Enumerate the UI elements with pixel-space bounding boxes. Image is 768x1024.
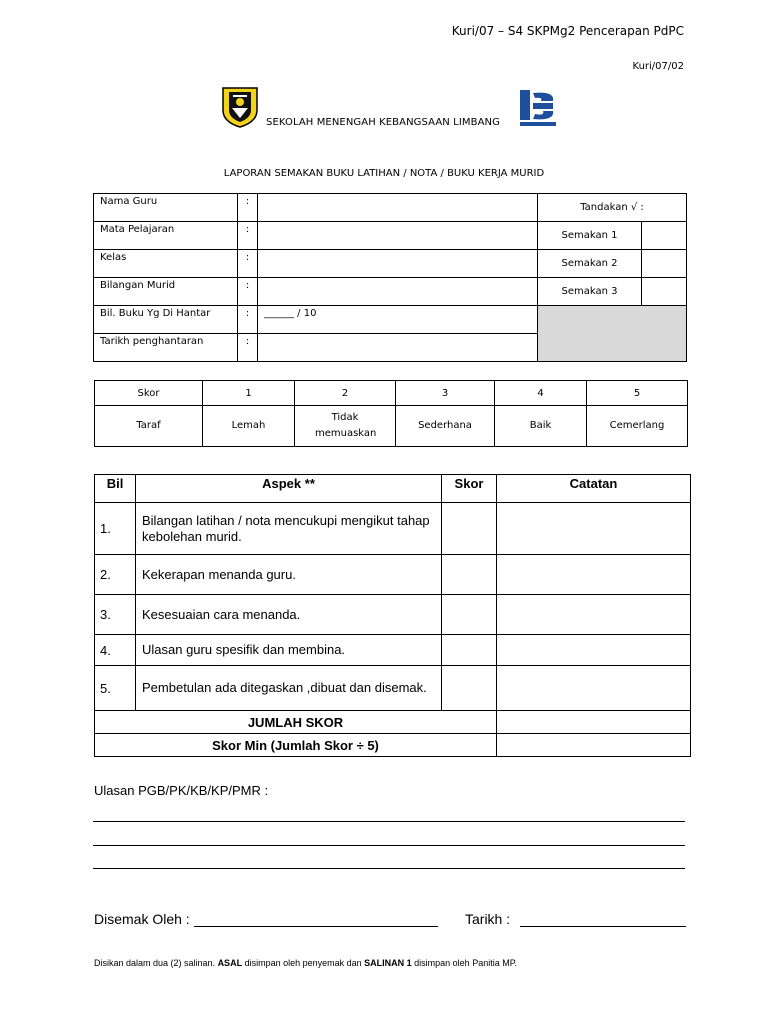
field-colon: : [238, 278, 258, 306]
semakan-1-checkbox[interactable] [642, 222, 687, 250]
row-number: 1. [95, 503, 136, 555]
bil-header: Bil [95, 475, 136, 503]
mean-score-label: Skor Min (Jumlah Skor ÷ 5) [95, 734, 497, 757]
info-row [94, 250, 687, 278]
score-value: 2 [295, 381, 396, 406]
footnote-salinan: SALINAN 1 [364, 958, 412, 968]
score-value: 3 [396, 381, 495, 406]
score-cell[interactable] [442, 635, 497, 666]
check-header: Tandakan √ : [538, 194, 687, 222]
form-code: Kuri/07/02 [632, 61, 684, 72]
mean-score-cell[interactable] [497, 734, 691, 757]
skor-header: Skor [442, 475, 497, 503]
table-row [95, 635, 691, 666]
school-name: SEKOLAH MENENGAH KEBANGSAAN LIMBANG [266, 117, 500, 128]
notes-cell[interactable] [497, 595, 691, 635]
checked-by-signature-line[interactable] [194, 926, 438, 927]
shaded-cell [538, 306, 687, 362]
tarikh-penghantaran-field[interactable] [258, 334, 538, 362]
notes-cell[interactable] [497, 666, 691, 711]
aspect-text: Kekerapan menanda guru. [136, 555, 442, 595]
score-value: 5 [587, 381, 688, 406]
row-number: 4. [95, 635, 136, 666]
field-label: Nama Guru [94, 194, 238, 222]
level-label: Cemerlang [587, 406, 688, 447]
field-colon: : [238, 250, 258, 278]
total-row [95, 711, 691, 734]
school-crest-logo [221, 86, 259, 128]
field-label: Kelas [94, 250, 238, 278]
field-label: Bilangan Murid [94, 278, 238, 306]
aspect-text: Ulasan guru spesifik dan membina. [136, 635, 442, 666]
score-value: 1 [203, 381, 295, 406]
aspect-text: Bilangan latihan / nota mencukupi mengikut tahap kebolehan murid. [136, 503, 442, 555]
field-colon: : [238, 222, 258, 250]
level-label [295, 406, 396, 447]
bil-buku-field[interactable]: ______ / 10 [258, 306, 538, 334]
review-label: Ulasan PGB/PK/KB/KP/PMR : [94, 783, 269, 798]
semakan-2-label: Semakan 2 [538, 250, 642, 278]
semakan-1-label: Semakan 1 [538, 222, 642, 250]
field-colon: : [238, 334, 258, 362]
footnote-text: disimpan oleh Panitia MP. [411, 958, 518, 968]
mean-row [95, 734, 691, 757]
level-label: Baik [495, 406, 587, 447]
mata-pelajaran-field[interactable] [258, 222, 538, 250]
score-cell[interactable] [442, 503, 497, 555]
notes-cell[interactable] [497, 503, 691, 555]
ministry-logo [519, 89, 557, 127]
row-number: 2. [95, 555, 136, 595]
footnote-asal: ASAL [217, 958, 243, 968]
aspek-header: Aspek ** [136, 475, 442, 503]
date-signature-line[interactable] [520, 926, 686, 927]
level-label-text: Tidak memuaskan [315, 412, 377, 439]
document-reference: Kuri/07 – S4 SKPMg2 Pencerapan PdPC [451, 24, 684, 38]
review-line[interactable] [93, 845, 685, 846]
table-row [95, 555, 691, 595]
field-colon: : [238, 306, 258, 334]
info-row [94, 222, 687, 250]
score-cell[interactable] [442, 595, 497, 635]
aspect-score-table [94, 474, 691, 757]
field-label: Bil. Buku Yg Di Hantar [94, 306, 238, 334]
table-row [95, 666, 691, 711]
table-row [95, 595, 691, 635]
review-line[interactable] [93, 821, 685, 822]
score-cell[interactable] [442, 555, 497, 595]
row-number: 3. [95, 595, 136, 635]
score-value: 4 [495, 381, 587, 406]
aspect-header-row [95, 475, 691, 503]
footnote [94, 958, 517, 968]
aspect-text: Kesesuaian cara menanda. [136, 595, 442, 635]
info-row [94, 306, 687, 334]
info-row [94, 278, 687, 306]
document-title: LAPORAN SEMAKAN BUKU LATIHAN / NOTA / BUKU KERJA MURID [223, 168, 545, 179]
catatan-header: Catatan [497, 475, 691, 503]
nama-guru-field[interactable] [258, 194, 538, 222]
notes-cell[interactable] [497, 555, 691, 595]
teacher-info-table [93, 193, 687, 362]
info-row [94, 194, 687, 222]
notes-cell[interactable] [497, 635, 691, 666]
scale-score-row [95, 381, 688, 406]
review-line[interactable] [93, 868, 685, 869]
field-label: Tarikh penghantaran [94, 334, 238, 362]
bilangan-murid-field[interactable] [258, 278, 538, 306]
taraf-label: Taraf [95, 406, 203, 447]
semakan-3-label: Semakan 3 [538, 278, 642, 306]
checked-by-label: Disemak Oleh : [94, 911, 190, 927]
table-row [95, 503, 691, 555]
total-score-cell[interactable] [497, 711, 691, 734]
field-label: Mata Pelajaran [94, 222, 238, 250]
total-score-label: JUMLAH SKOR [95, 711, 497, 734]
kelas-field[interactable] [258, 250, 538, 278]
row-number: 5. [95, 666, 136, 711]
footnote-text: Disikan dalam dua (2) salinan. [94, 958, 218, 968]
level-label: Sederhana [396, 406, 495, 447]
score-scale-table [94, 380, 688, 447]
date-label: Tarikh : [465, 911, 511, 927]
scale-level-row [95, 406, 688, 447]
score-cell[interactable] [442, 666, 497, 711]
semakan-3-checkbox[interactable] [642, 278, 687, 306]
field-colon: : [238, 194, 258, 222]
semakan-2-checkbox[interactable] [642, 250, 687, 278]
footnote-text: disimpan oleh penyemak dan [242, 958, 365, 968]
aspect-text: Pembetulan ada ditegaskan ,dibuat dan disemak. [136, 666, 442, 711]
level-label: Lemah [203, 406, 295, 447]
skor-label: Skor [95, 381, 203, 406]
